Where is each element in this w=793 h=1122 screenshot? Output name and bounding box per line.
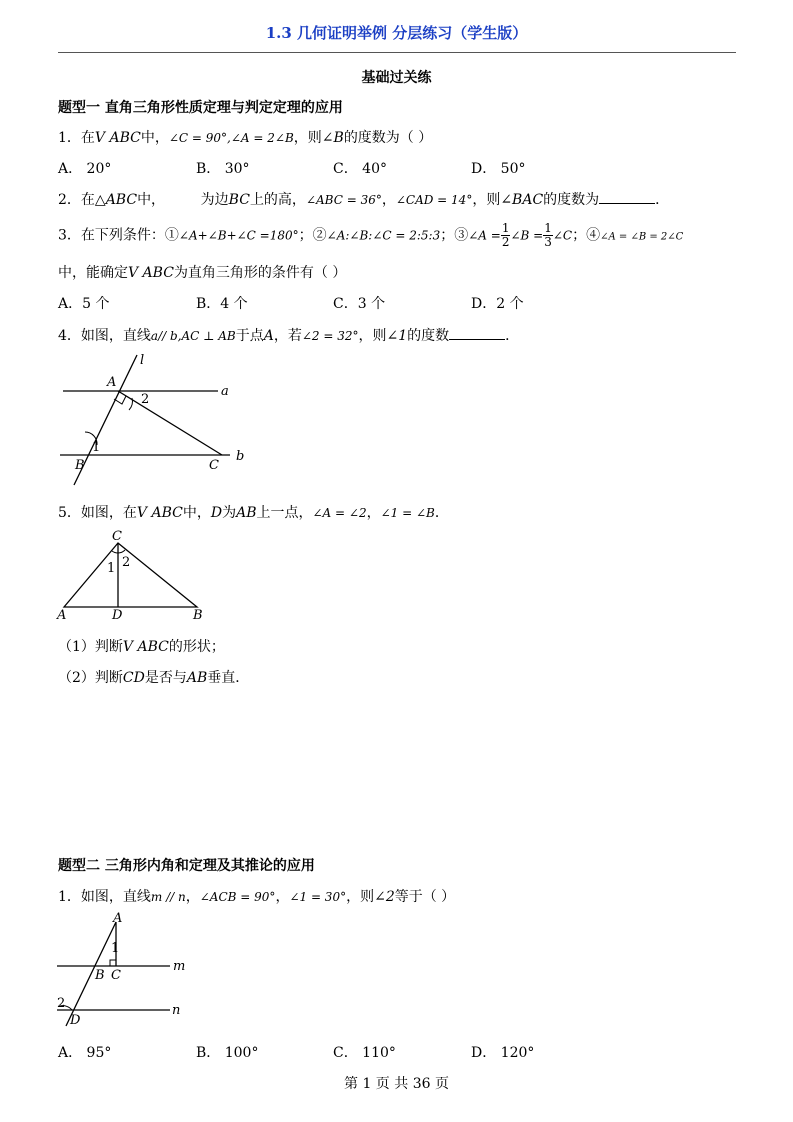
type1-q3-option-b: B．4 个 — [196, 296, 248, 312]
angle-1-arc — [112, 551, 118, 553]
type1-q3-option-d: D．2 个 — [471, 296, 524, 312]
label-D: D — [70, 1013, 81, 1028]
label-B: B — [193, 608, 203, 623]
right-angle-mark — [114, 396, 126, 404]
label-2: 2 — [57, 996, 66, 1011]
type1-q3-line2: 中，能确定V ABC为直角三角形的条件有（ ） — [58, 265, 347, 281]
label-2: 2 — [141, 392, 150, 407]
label-1: 1 — [107, 561, 116, 576]
page-footer: 第 1 页 共 36 页 — [344, 1076, 449, 1092]
fraction-third: $\frac{1}{3}$ — [544, 221, 552, 249]
label-C: C — [111, 968, 121, 983]
header-divider — [58, 52, 736, 53]
label-A: A — [57, 608, 67, 623]
figure-q5 — [55, 527, 215, 627]
label-b: b — [236, 449, 245, 464]
label-n: n — [172, 1003, 181, 1018]
type1-q1-option-d: D． 50° — [471, 161, 526, 177]
type1-q1: 1．在V ABC中，∠C = 90°,∠A = 2∠B，则∠B的度数为（ ） — [58, 130, 433, 146]
figure-q4 — [55, 350, 255, 490]
label-A: A — [107, 375, 117, 390]
type1-q3-option-c: C．3 个 — [333, 296, 386, 312]
type2-q1-option-b: B． 100° — [196, 1045, 259, 1061]
label-D: D — [112, 608, 123, 623]
angle-2-arc — [118, 550, 125, 553]
type1-q4: 4．如图，直线a// b,AC ⊥ AB于点A，若∠2 = 32°，则∠1的度数 ． — [58, 328, 520, 344]
type1-q3: 3．在下列条件：①∠A+∠B+∠C =180°；②∠A:∠B:∠C = 2:5:3；③∠A = $\frac{1}{2}$ ∠B = $\frac{1}{3}$ ∠C；④∠A = ∠B = 2∠C — [58, 221, 684, 249]
label-2: 2 — [122, 555, 131, 570]
answer-blank[interactable] — [449, 327, 505, 340]
segment-ac — [118, 391, 222, 455]
label-B: B — [75, 458, 85, 473]
type1-q1-option-a: A． 20° — [58, 161, 112, 177]
type1-q5-sub1: （1）判断V ABC的形状； — [58, 639, 225, 655]
answer-blank[interactable] — [599, 191, 655, 204]
label-m: m — [173, 959, 186, 974]
angle-2-arc — [129, 398, 132, 410]
label-B: B — [95, 968, 105, 983]
type2-q1-option-c: C． 110° — [333, 1045, 396, 1061]
label-C: C — [209, 458, 219, 473]
label-1: 1 — [92, 440, 101, 455]
right-angle-mark — [110, 960, 116, 966]
triangle-abc — [64, 543, 197, 607]
type1-q5-sub2: （2）判断CD是否与AB垂直． — [58, 670, 250, 686]
label-a: a — [221, 384, 229, 399]
label-l: l — [140, 353, 145, 368]
type1-q2: 2．在△ABC中， 为边BC上的高，∠ABC = 36°，∠CAD = 14°，则∠BAC的度数为 ． — [58, 192, 670, 208]
type2-q1: 1．如图，直线m // n，∠ACB = 90°，∠1 = 30°，则∠2等于（ ） — [58, 889, 456, 905]
label-1: 1 — [111, 941, 120, 956]
label-C: C — [112, 529, 122, 544]
type1-q1-option-c: C． 40° — [333, 161, 387, 177]
fraction-half: $\frac{1}{2}$ — [501, 221, 510, 249]
type1-q5: 5．如图，在V ABC中，D为AB上一点，∠A = ∠2，∠1 = ∠B． — [58, 505, 449, 521]
figure-type2-q1 — [52, 912, 202, 1030]
type2-q1-option-d: D． 120° — [471, 1045, 535, 1061]
type2-title: 题型二 三角形内角和定理及其推论的应用 — [58, 858, 315, 874]
type1-q1-option-b: B． 30° — [196, 161, 250, 177]
type2-q1-option-a: A． 95° — [58, 1045, 112, 1061]
section-title: 基础过关练 — [361, 70, 432, 86]
type1-title: 题型一 直角三角形性质定理与判定定理的应用 — [58, 100, 343, 116]
page-header-title: 1.3 几何证明举例 分层练习（学生版） — [265, 24, 528, 42]
label-A: A — [113, 912, 123, 926]
type1-q3-option-a: A．5 个 — [58, 296, 110, 312]
